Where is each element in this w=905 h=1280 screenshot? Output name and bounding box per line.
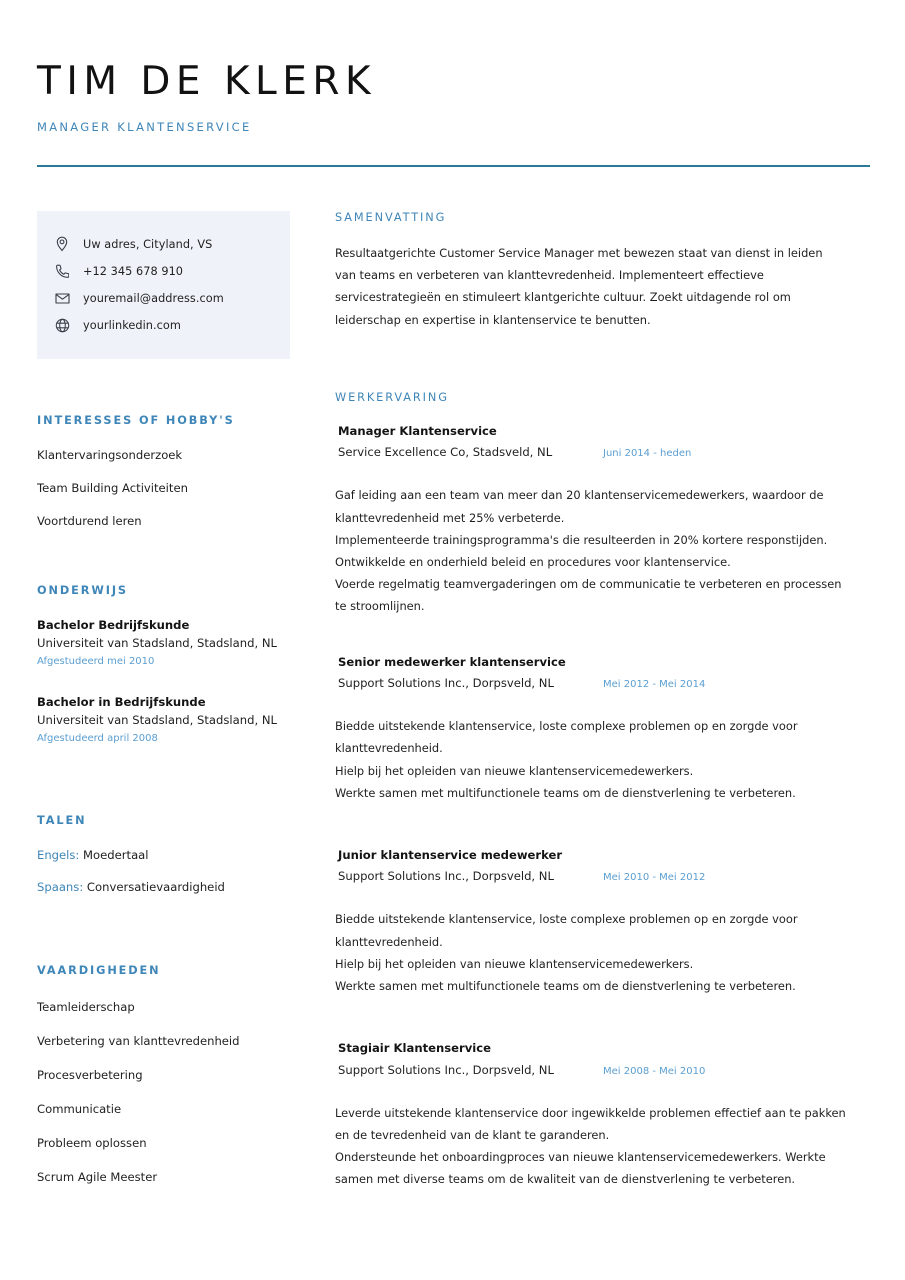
experience-bullets bbox=[335, 908, 847, 997]
experience-item bbox=[335, 423, 870, 618]
section-summary bbox=[335, 211, 870, 331]
contact-email-text: youremail@address.com bbox=[83, 291, 224, 305]
spacer bbox=[37, 771, 290, 814]
section-title-education: ONDERWIJS bbox=[37, 583, 128, 597]
experience-item bbox=[335, 654, 870, 804]
experience-bullet: Gaf leiding aan een team van meer dan 20 klantenservicemedewerkers, waardoor de klanttevredenheid met 25% verbeterde. bbox=[335, 488, 824, 525]
experience-bullet: Werkte samen met multifunctionele teams om de dienstverlening te verbeteren. bbox=[335, 979, 796, 994]
spacer bbox=[335, 804, 870, 847]
section-title-interests: INTERESSES OF HOBBY'S bbox=[37, 413, 235, 427]
experience-bullet: Leverde uitstekende klantenservice door ingewikkelde problemen effectief aan te pakken en de tevredenheid van de klant te garanderen. bbox=[335, 1105, 846, 1142]
list-item: Verbetering van klanttevredenheid bbox=[37, 1034, 240, 1049]
education-school: Universiteit van Stadsland, Stadsland, NL bbox=[37, 636, 277, 651]
experience-company: Support Solutions Inc., Dorpsveld, NL bbox=[338, 676, 554, 691]
experience-meta bbox=[338, 869, 870, 883]
phone-icon bbox=[55, 264, 83, 279]
section-title-languages: TALEN bbox=[37, 813, 87, 827]
language-item bbox=[37, 849, 290, 863]
contact-phone-text: +12 345 678 910 bbox=[83, 264, 184, 278]
job-title: MANAGER KLANTENSERVICE bbox=[37, 119, 252, 134]
experience-bullet: Biedde uitstekende klantenservice, loste complexe problemen op en zorgde voor klanttevredenheid. bbox=[335, 912, 798, 949]
map-pin-icon bbox=[55, 236, 83, 252]
language-item bbox=[37, 881, 290, 895]
spacer bbox=[335, 618, 870, 654]
language-name: Spaans: bbox=[37, 880, 84, 895]
experience-meta bbox=[338, 676, 870, 690]
spacer bbox=[37, 359, 290, 414]
list-item: Voortdurend leren bbox=[37, 513, 142, 528]
experience-list bbox=[335, 423, 870, 1191]
spacer bbox=[37, 914, 290, 964]
experience-bullet: Implementeerde trainingsprogramma's die resulteerden in 20% kortere responstijden. bbox=[335, 532, 828, 547]
experience-bullet: Ontwikkelde en onderhield beleid en procedures voor klantenservice. bbox=[335, 554, 731, 569]
contact-row-phone bbox=[55, 258, 274, 285]
resume-body bbox=[0, 211, 905, 1205]
experience-date: Mei 2012 - Mei 2014 bbox=[603, 679, 706, 691]
experience-meta bbox=[338, 1063, 870, 1077]
section-interests bbox=[37, 414, 290, 529]
contact-row-website bbox=[55, 312, 274, 339]
list-item: Scrum Agile Meester bbox=[37, 1169, 158, 1184]
experience-company: Support Solutions Inc., Dorpsveld, NL bbox=[338, 1062, 554, 1077]
contact-website-text: yourlinkedin.com bbox=[83, 318, 181, 332]
globe-icon bbox=[55, 318, 83, 333]
interests-list bbox=[37, 449, 290, 529]
header-divider bbox=[37, 165, 870, 167]
experience-bullet: Ondersteunde het onboardingproces van nieuwe klantenservicemedewerkers. Werkte samen met diverse teams om de kwaliteit van de dienstverlening te verbeteren. bbox=[335, 1150, 826, 1187]
education-degree: Bachelor in Bedrijfskunde bbox=[37, 694, 206, 709]
section-title-experience: WERKERVARING bbox=[335, 390, 449, 404]
experience-date: Juni 2014 - heden bbox=[603, 448, 692, 460]
list-item: Probleem oplossen bbox=[37, 1135, 147, 1150]
spacer bbox=[335, 997, 870, 1040]
language-level: Moedertaal bbox=[83, 847, 149, 862]
resume-header bbox=[0, 0, 905, 167]
experience-bullet: Hielp bij het opleiden van nieuwe klantenservicemedewerkers. bbox=[335, 956, 694, 971]
education-school: Universiteit van Stadsland, Stadsland, NL bbox=[37, 712, 277, 727]
envelope-icon bbox=[55, 292, 83, 305]
section-experience bbox=[335, 391, 870, 1191]
contact-row-email bbox=[55, 285, 274, 312]
section-languages bbox=[37, 814, 290, 896]
experience-item bbox=[335, 1040, 870, 1190]
experience-item bbox=[335, 847, 870, 997]
experience-role: Junior klantenservice medewerker bbox=[338, 848, 563, 862]
section-skills bbox=[37, 964, 290, 1184]
experience-role: Manager Klantenservice bbox=[338, 423, 497, 438]
experience-bullet: Biedde uitstekende klantenservice, loste complexe problemen op en zorgde voor klanttevredenheid. bbox=[335, 719, 798, 756]
education-item bbox=[37, 617, 290, 670]
experience-company: Support Solutions Inc., Dorpsveld, NL bbox=[338, 869, 554, 884]
experience-meta bbox=[338, 445, 870, 459]
main-column bbox=[335, 211, 870, 1191]
experience-date: Mei 2010 - Mei 2012 bbox=[603, 872, 706, 884]
experience-date: Mei 2008 - Mei 2010 bbox=[603, 1065, 706, 1077]
spacer bbox=[37, 548, 290, 584]
list-item: Communicatie bbox=[37, 1102, 122, 1117]
section-title-summary: SAMENVATTING bbox=[335, 210, 447, 224]
contact-card bbox=[37, 211, 290, 359]
education-item bbox=[37, 694, 290, 747]
list-item: Team Building Activiteiten bbox=[37, 480, 188, 495]
skills-list bbox=[37, 1001, 290, 1184]
experience-role: Senior medewerker klantenservice bbox=[338, 654, 566, 669]
page-title: TIM DE KLERK bbox=[37, 59, 377, 104]
education-list bbox=[37, 617, 290, 747]
list-item: Teamleiderschap bbox=[37, 1000, 135, 1015]
experience-company: Service Excellence Co, Stadsveld, NL bbox=[338, 445, 553, 460]
contact-row-address bbox=[55, 231, 274, 258]
experience-role: Stagiair Klantenservice bbox=[338, 1041, 491, 1056]
experience-bullet: Werkte samen met multifunctionele teams om de dienstverlening te verbeteren. bbox=[335, 785, 796, 800]
education-degree: Bachelor Bedrijfskunde bbox=[37, 617, 190, 632]
languages-list bbox=[37, 849, 290, 896]
language-level: Conversatievaardigheid bbox=[86, 880, 225, 895]
experience-bullet: Hielp bij het opleiden van nieuwe klantenservicemedewerkers. bbox=[335, 763, 694, 778]
sidebar-column bbox=[37, 211, 290, 1205]
experience-bullet: Voerde regelmatig teamvergaderingen om de communicatie te verbeteren en processen te stroomlijnen. bbox=[335, 577, 842, 614]
spacer bbox=[335, 331, 870, 391]
list-item: Procesverbetering bbox=[37, 1068, 143, 1083]
language-name: Engels: bbox=[37, 847, 80, 862]
summary-text: Resultaatgerichte Customer Service Manager met bewezen staat van dienst in leiden van teams en verbeteren van klanttevredenheid. Implementeert effectieve servicestrategieën en stimuleert klantgerichte cultuur. Zoekt uitdagende rol om leiderschap en expertise in klantenservice te benutten. bbox=[335, 245, 823, 327]
experience-bullets bbox=[335, 484, 847, 617]
list-item: Klantervaringsonderzoek bbox=[37, 447, 183, 462]
experience-bullets bbox=[335, 715, 847, 804]
education-date: Afgestudeerd april 2008 bbox=[37, 732, 158, 744]
contact-address-text: Uw adres, Cityland, VS bbox=[83, 237, 213, 251]
education-date: Afgestudeerd mei 2010 bbox=[37, 655, 155, 667]
section-education bbox=[37, 584, 290, 747]
experience-bullets bbox=[335, 1102, 847, 1191]
section-title-skills: VAARDIGHEDEN bbox=[37, 964, 161, 978]
